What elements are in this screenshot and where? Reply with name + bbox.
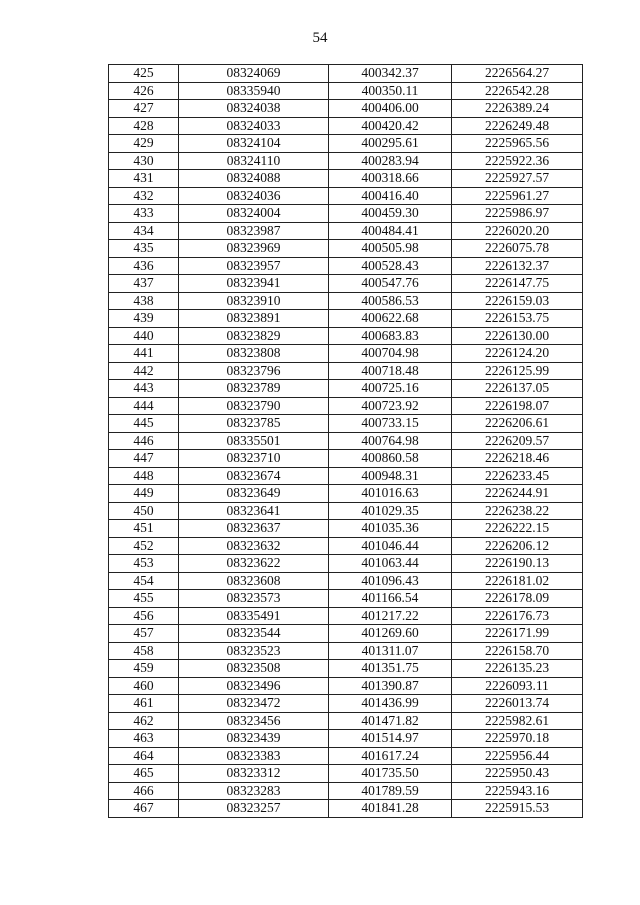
point-number-cell: 435 [109,240,179,258]
table-row [109,65,583,83]
y-coordinate-cell: 2225927.57 [452,170,583,188]
x-coordinate-cell: 400733.15 [329,415,452,433]
table-row [109,502,583,520]
x-coordinate-cell: 401035.36 [329,520,452,538]
y-coordinate-cell: 2225950.43 [452,765,583,783]
point-number-cell: 449 [109,485,179,503]
x-coordinate-cell: 401617.24 [329,747,452,765]
table-row [109,625,583,643]
point-number-cell: 441 [109,345,179,363]
y-coordinate-cell: 2225982.61 [452,712,583,730]
point-number-cell: 447 [109,450,179,468]
table-row [109,537,583,555]
coordinates-table [108,64,583,818]
point-number-cell: 433 [109,205,179,223]
point-number-cell: 442 [109,362,179,380]
point-code-cell: 08323472 [179,695,329,713]
table-row [109,397,583,415]
y-coordinate-cell: 2226135.23 [452,660,583,678]
point-number-cell: 429 [109,135,179,153]
point-number-cell: 437 [109,275,179,293]
point-code-cell: 08323987 [179,222,329,240]
point-number-cell: 448 [109,467,179,485]
y-coordinate-cell: 2225965.56 [452,135,583,153]
point-code-cell: 08323796 [179,362,329,380]
y-coordinate-cell: 2226075.78 [452,240,583,258]
point-code-cell: 08335940 [179,82,329,100]
point-number-cell: 461 [109,695,179,713]
page-number: 54 [312,30,328,46]
table-row [109,275,583,293]
point-code-cell: 08323632 [179,537,329,555]
point-code-cell: 08323808 [179,345,329,363]
point-number-cell: 443 [109,380,179,398]
x-coordinate-cell: 400683.83 [329,327,452,345]
point-number-cell: 431 [109,170,179,188]
table-row [109,135,583,153]
point-number-cell: 464 [109,747,179,765]
table-row [109,292,583,310]
x-coordinate-cell: 400622.68 [329,310,452,328]
point-code-cell: 08324036 [179,187,329,205]
point-code-cell: 08324104 [179,135,329,153]
x-coordinate-cell: 401096.43 [329,572,452,590]
point-code-cell: 08323941 [179,275,329,293]
point-code-cell: 08335501 [179,432,329,450]
point-code-cell: 08323674 [179,467,329,485]
point-code-cell: 08323257 [179,800,329,818]
point-code-cell: 08323649 [179,485,329,503]
point-code-cell: 08323523 [179,642,329,660]
point-number-cell: 436 [109,257,179,275]
y-coordinate-cell: 2226132.37 [452,257,583,275]
point-code-cell: 08323710 [179,450,329,468]
table-row [109,205,583,223]
point-number-cell: 450 [109,502,179,520]
y-coordinate-cell: 2226125.99 [452,362,583,380]
table-row [109,730,583,748]
point-code-cell: 08323496 [179,677,329,695]
table-row [109,590,583,608]
table-row [109,642,583,660]
y-coordinate-cell: 2226244.91 [452,485,583,503]
table-row [109,170,583,188]
y-coordinate-cell: 2226159.03 [452,292,583,310]
x-coordinate-cell: 401789.59 [329,782,452,800]
x-coordinate-cell: 401471.82 [329,712,452,730]
table-row [109,152,583,170]
point-number-cell: 459 [109,660,179,678]
point-code-cell: 08323637 [179,520,329,538]
x-coordinate-cell: 401166.54 [329,590,452,608]
point-number-cell: 451 [109,520,179,538]
x-coordinate-cell: 400406.00 [329,100,452,118]
y-coordinate-cell: 2226206.61 [452,415,583,433]
point-code-cell: 08323573 [179,590,329,608]
y-coordinate-cell: 2226171.99 [452,625,583,643]
x-coordinate-cell: 400295.61 [329,135,452,153]
y-coordinate-cell: 2226542.28 [452,82,583,100]
point-code-cell: 08323910 [179,292,329,310]
y-coordinate-cell: 2226013.74 [452,695,583,713]
x-coordinate-cell: 401841.28 [329,800,452,818]
point-number-cell: 445 [109,415,179,433]
point-code-cell: 08323312 [179,765,329,783]
x-coordinate-cell: 400484.41 [329,222,452,240]
y-coordinate-cell: 2226233.45 [452,467,583,485]
y-coordinate-cell: 2226020.20 [452,222,583,240]
table-row [109,467,583,485]
point-code-cell: 08323439 [179,730,329,748]
x-coordinate-cell: 400718.48 [329,362,452,380]
x-coordinate-cell: 401063.44 [329,555,452,573]
table-row [109,362,583,380]
y-coordinate-cell: 2226238.22 [452,502,583,520]
table-row [109,485,583,503]
table-row [109,747,583,765]
point-code-cell: 08323544 [179,625,329,643]
y-coordinate-cell: 2226130.00 [452,327,583,345]
table-row [109,327,583,345]
x-coordinate-cell: 401390.87 [329,677,452,695]
y-coordinate-cell: 2226124.20 [452,345,583,363]
point-number-cell: 434 [109,222,179,240]
point-number-cell: 457 [109,625,179,643]
x-coordinate-cell: 400342.37 [329,65,452,83]
y-coordinate-cell: 2226564.27 [452,65,583,83]
table-row [109,450,583,468]
table-row [109,677,583,695]
y-coordinate-cell: 2225943.16 [452,782,583,800]
x-coordinate-cell: 400723.92 [329,397,452,415]
y-coordinate-cell: 2225970.18 [452,730,583,748]
y-coordinate-cell: 2226153.75 [452,310,583,328]
y-coordinate-cell: 2226222.15 [452,520,583,538]
coordinates-table-body [109,65,583,818]
point-number-cell: 430 [109,152,179,170]
point-code-cell: 08323383 [179,747,329,765]
x-coordinate-cell: 401311.07 [329,642,452,660]
point-code-cell: 08324004 [179,205,329,223]
x-coordinate-cell: 401217.22 [329,607,452,625]
point-code-cell: 08323508 [179,660,329,678]
table-row [109,187,583,205]
point-number-cell: 426 [109,82,179,100]
x-coordinate-cell: 401436.99 [329,695,452,713]
y-coordinate-cell: 2225956.44 [452,747,583,765]
y-coordinate-cell: 2226389.24 [452,100,583,118]
point-number-cell: 427 [109,100,179,118]
y-coordinate-cell: 2226093.11 [452,677,583,695]
point-number-cell: 462 [109,712,179,730]
x-coordinate-cell: 400547.76 [329,275,452,293]
y-coordinate-cell: 2226158.70 [452,642,583,660]
x-coordinate-cell: 400725.16 [329,380,452,398]
point-code-cell: 08324069 [179,65,329,83]
x-coordinate-cell: 400505.98 [329,240,452,258]
x-coordinate-cell: 401351.75 [329,660,452,678]
table-row [109,100,583,118]
table-row [109,607,583,625]
point-code-cell: 08324033 [179,117,329,135]
point-number-cell: 440 [109,327,179,345]
y-coordinate-cell: 2226176.73 [452,607,583,625]
y-coordinate-cell: 2225922.36 [452,152,583,170]
point-number-cell: 438 [109,292,179,310]
table-row [109,712,583,730]
point-number-cell: 460 [109,677,179,695]
point-code-cell: 08324038 [179,100,329,118]
table-row [109,415,583,433]
y-coordinate-cell: 2226198.07 [452,397,583,415]
table-row [109,432,583,450]
x-coordinate-cell: 400283.94 [329,152,452,170]
point-number-cell: 444 [109,397,179,415]
point-code-cell: 08335491 [179,607,329,625]
x-coordinate-cell: 401029.35 [329,502,452,520]
x-coordinate-cell: 400420.42 [329,117,452,135]
x-coordinate-cell: 400586.53 [329,292,452,310]
y-coordinate-cell: 2225961.27 [452,187,583,205]
y-coordinate-cell: 2226249.48 [452,117,583,135]
point-number-cell: 425 [109,65,179,83]
point-number-cell: 446 [109,432,179,450]
table-row [109,572,583,590]
table-row [109,82,583,100]
point-number-cell: 452 [109,537,179,555]
table-row [109,240,583,258]
point-code-cell: 08323608 [179,572,329,590]
y-coordinate-cell: 2226206.12 [452,537,583,555]
point-code-cell: 08324110 [179,152,329,170]
point-code-cell: 08323957 [179,257,329,275]
point-number-cell: 465 [109,765,179,783]
point-code-cell: 08323785 [179,415,329,433]
point-code-cell: 08323790 [179,397,329,415]
point-code-cell: 08323456 [179,712,329,730]
y-coordinate-cell: 2226181.02 [452,572,583,590]
y-coordinate-cell: 2226178.09 [452,590,583,608]
table-row [109,660,583,678]
point-code-cell: 08323829 [179,327,329,345]
table-row [109,520,583,538]
x-coordinate-cell: 401269.60 [329,625,452,643]
point-number-cell: 432 [109,187,179,205]
x-coordinate-cell: 400318.66 [329,170,452,188]
point-code-cell: 08323622 [179,555,329,573]
table-row [109,555,583,573]
point-code-cell: 08323969 [179,240,329,258]
point-number-cell: 458 [109,642,179,660]
table-row [109,765,583,783]
y-coordinate-cell: 2226209.57 [452,432,583,450]
table-row [109,310,583,328]
table-row [109,380,583,398]
table-row [109,800,583,818]
table-row [109,222,583,240]
point-code-cell: 08323891 [179,310,329,328]
table-row [109,257,583,275]
y-coordinate-cell: 2225986.97 [452,205,583,223]
x-coordinate-cell: 401046.44 [329,537,452,555]
point-number-cell: 466 [109,782,179,800]
x-coordinate-cell: 400860.58 [329,450,452,468]
y-coordinate-cell: 2226137.05 [452,380,583,398]
x-coordinate-cell: 400764.98 [329,432,452,450]
x-coordinate-cell: 400528.43 [329,257,452,275]
y-coordinate-cell: 2226218.46 [452,450,583,468]
point-code-cell: 08323789 [179,380,329,398]
table-row [109,117,583,135]
x-coordinate-cell: 401514.97 [329,730,452,748]
point-code-cell: 08323641 [179,502,329,520]
point-number-cell: 455 [109,590,179,608]
x-coordinate-cell: 400704.98 [329,345,452,363]
point-number-cell: 456 [109,607,179,625]
x-coordinate-cell: 400459.30 [329,205,452,223]
point-number-cell: 463 [109,730,179,748]
point-number-cell: 454 [109,572,179,590]
table-row [109,782,583,800]
point-number-cell: 453 [109,555,179,573]
y-coordinate-cell: 2226190.13 [452,555,583,573]
table-row [109,345,583,363]
x-coordinate-cell: 401735.50 [329,765,452,783]
point-code-cell: 08324088 [179,170,329,188]
x-coordinate-cell: 400948.31 [329,467,452,485]
x-coordinate-cell: 400416.40 [329,187,452,205]
x-coordinate-cell: 401016.63 [329,485,452,503]
y-coordinate-cell: 2226147.75 [452,275,583,293]
x-coordinate-cell: 400350.11 [329,82,452,100]
point-number-cell: 467 [109,800,179,818]
point-code-cell: 08323283 [179,782,329,800]
table-row [109,695,583,713]
point-number-cell: 439 [109,310,179,328]
point-number-cell: 428 [109,117,179,135]
y-coordinate-cell: 2225915.53 [452,800,583,818]
